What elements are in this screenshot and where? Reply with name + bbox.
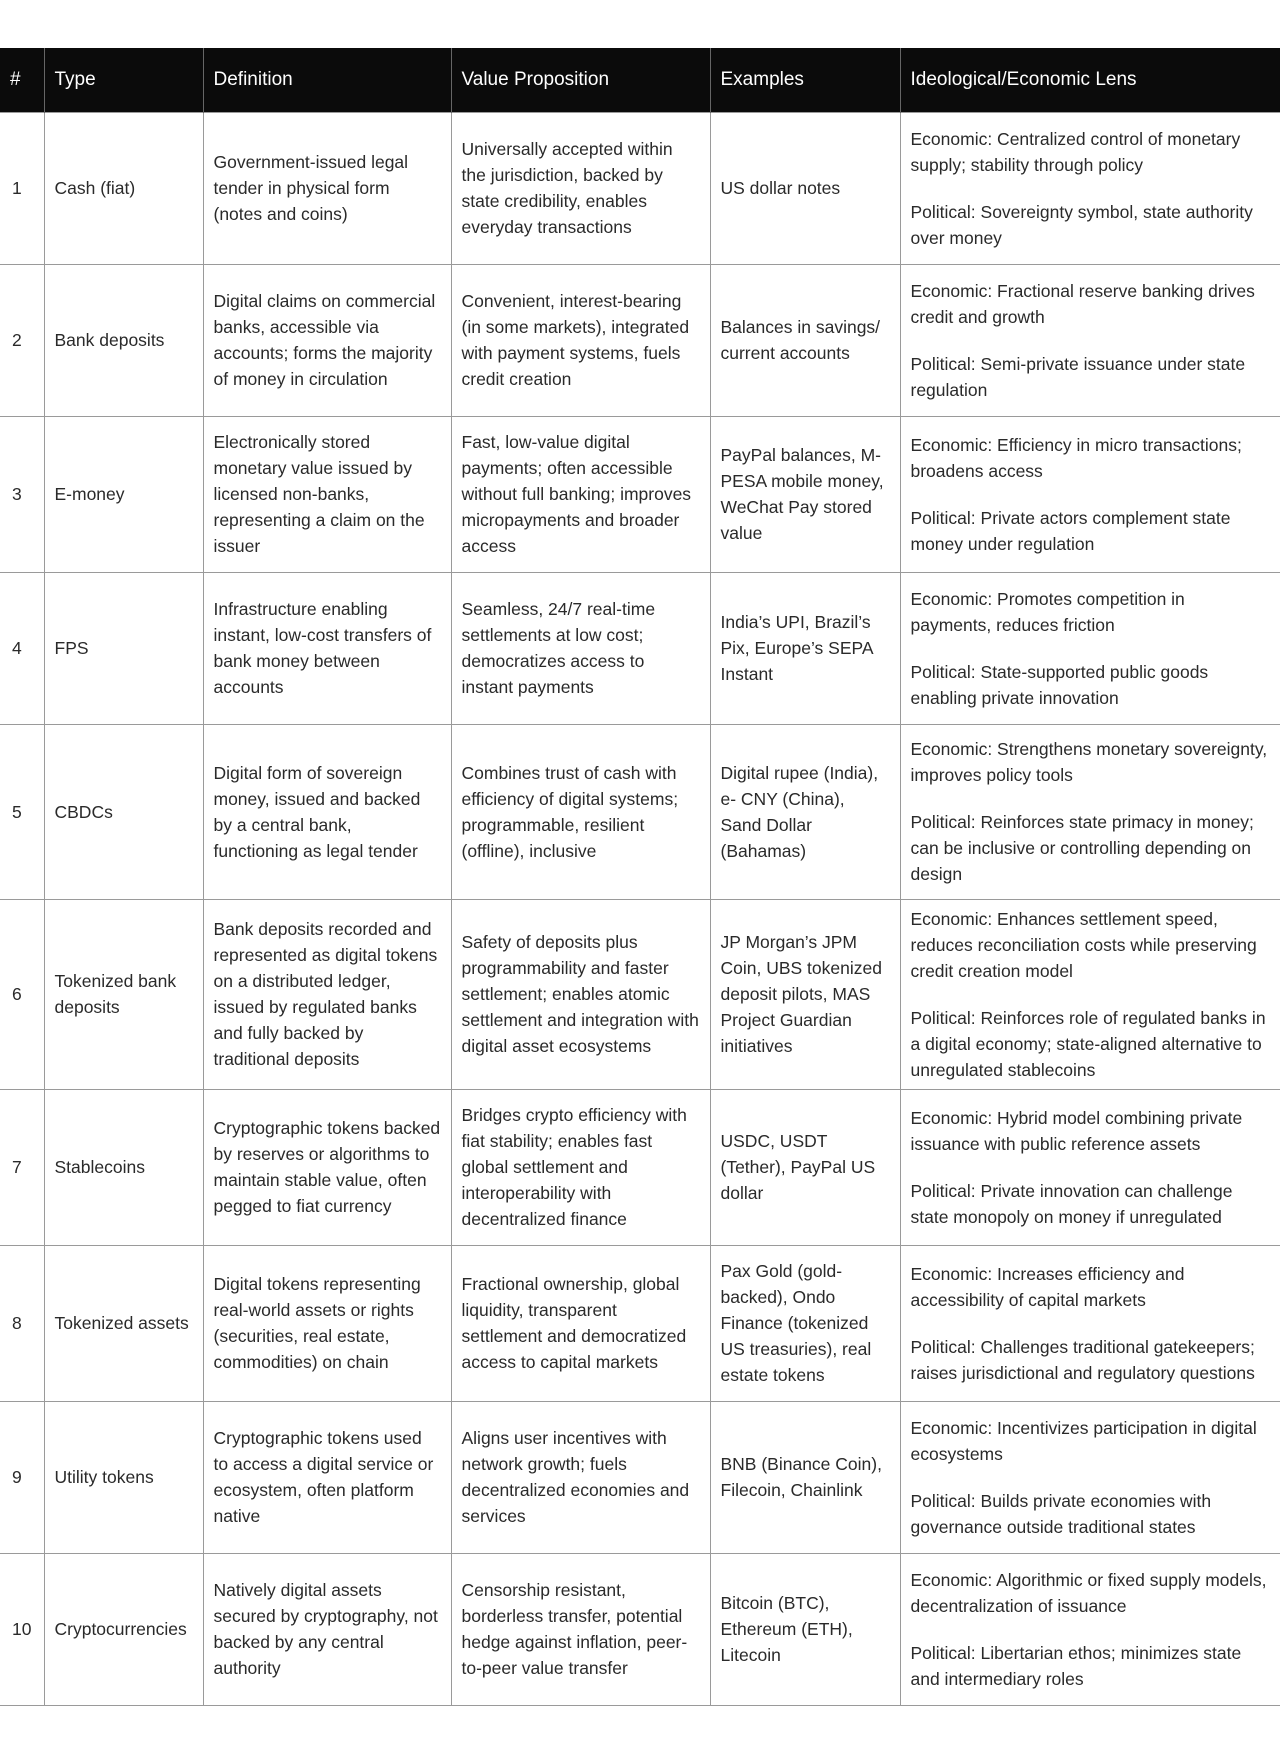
- cell-value-proposition: Safety of deposits plus programmability and faster settlement; enables atomic settlement and integration with digital asset ecosystems: [451, 899, 710, 1089]
- cell-definition: Digital claims on commercial banks, accessible via accounts; forms the majority of money in circulation: [203, 264, 451, 416]
- cell-examples: Bitcoin (BTC), Ethereum (ETH), Litecoin: [710, 1553, 900, 1705]
- table-row: [0, 899, 1280, 1089]
- table-row: [0, 1553, 1280, 1705]
- cell-value-proposition: Convenient, interest-bearing (in some markets), integrated with payment systems, fuels credit creation: [451, 264, 710, 416]
- cell-lens: [900, 1553, 1280, 1705]
- table-row: [0, 416, 1280, 572]
- lens-political: Political: Reinforces state primacy in money; can be inclusive or controlling depending on design: [910, 812, 1254, 884]
- cell-number: 5: [0, 724, 44, 899]
- table-row: [0, 724, 1280, 899]
- lens-political: Political: Semi-private issuance under state regulation: [910, 353, 1246, 400]
- table-body: [0, 112, 1280, 1705]
- cell-type: Cash (fiat): [44, 112, 203, 264]
- money-types-table-container: [0, 48, 1280, 1706]
- lens-political: Political: Reinforces role of regulated banks in a digital economy; state-aligned alternative to unregulated stablecoins: [910, 1007, 1266, 1080]
- cell-type: Tokenized assets: [44, 1245, 203, 1401]
- cell-examples: PayPal balances, M-PESA mobile money, WeChat Pay stored value: [710, 416, 900, 572]
- cell-type: FPS: [44, 572, 203, 724]
- lens-economic: Economic: Centralized control of monetary supply; stability through policy: [910, 128, 1241, 175]
- header-lens: Ideological/Economic Lens: [900, 48, 1280, 112]
- cell-definition: Infrastructure enabling instant, low-cost transfers of bank money between accounts: [203, 572, 451, 724]
- cell-examples: India’s UPI, Brazil’s Pix, Europe’s SEPA Instant: [710, 572, 900, 724]
- cell-value-proposition: Bridges crypto efficiency with fiat stability; enables fast global settlement and interoperability with decentralized finance: [451, 1089, 710, 1245]
- lens-economic: Economic: Promotes competition in payments, reduces friction: [910, 588, 1185, 635]
- cell-examples: JP Morgan’s JPM Coin, UBS tokenized deposit pilots, MAS Project Guardian initiatives: [710, 899, 900, 1089]
- header-value-proposition: Value Proposition: [451, 48, 710, 112]
- lens-political: Political: Libertarian ethos; minimizes state and intermediary roles: [910, 1642, 1242, 1689]
- cell-value-proposition: Seamless, 24/7 real-time settlements at low cost; democratizes access to instant payments: [451, 572, 710, 724]
- money-types-table: [0, 48, 1280, 1706]
- cell-value-proposition: Fast, low-value digital payments; often accessible without full banking; improves micropayments and broader access: [451, 416, 710, 572]
- lens-political: Political: Builds private economies with governance outside traditional states: [910, 1490, 1212, 1537]
- cell-type: Utility tokens: [44, 1401, 203, 1553]
- cell-lens: [900, 1245, 1280, 1401]
- cell-value-proposition: Universally accepted within the jurisdiction, backed by state credibility, enables everyday transactions: [451, 112, 710, 264]
- cell-number: 10: [0, 1553, 44, 1705]
- lens-political: Political: Challenges traditional gatekeepers; raises jurisdictional and regulatory questions: [910, 1336, 1255, 1383]
- cell-lens: [900, 264, 1280, 416]
- cell-examples: Digital rupee (India), e- CNY (China), Sand Dollar (Bahamas): [710, 724, 900, 899]
- cell-number: 1: [0, 112, 44, 264]
- cell-definition: Digital form of sovereign money, issued and backed by a central bank, functioning as legal tender: [203, 724, 451, 899]
- cell-definition: Bank deposits recorded and represented as digital tokens on a distributed ledger, issued by regulated banks and fully backed by traditional deposits: [203, 899, 451, 1089]
- cell-lens: [900, 112, 1280, 264]
- header-row: [0, 48, 1280, 112]
- cell-number: 8: [0, 1245, 44, 1401]
- lens-economic: Economic: Algorithmic or fixed supply models, decentralization of issuance: [910, 1569, 1267, 1616]
- header-number: #: [0, 48, 44, 112]
- cell-examples: USDC, USDT (Tether), PayPal US dollar: [710, 1089, 900, 1245]
- cell-definition: Cryptographic tokens used to access a digital service or ecosystem, often platform native: [203, 1401, 451, 1553]
- cell-value-proposition: Fractional ownership, global liquidity, transparent settlement and democratized access to capital markets: [451, 1245, 710, 1401]
- cell-number: 9: [0, 1401, 44, 1553]
- cell-type: Bank deposits: [44, 264, 203, 416]
- lens-economic: Economic: Fractional reserve banking drives credit and growth: [910, 280, 1255, 327]
- lens-economic: Economic: Efficiency in micro transactions; broadens access: [910, 434, 1242, 481]
- table-row: [0, 1245, 1280, 1401]
- cell-type: Cryptocurrencies: [44, 1553, 203, 1705]
- cell-lens: [900, 899, 1280, 1089]
- cell-lens: [900, 1089, 1280, 1245]
- cell-number: 6: [0, 899, 44, 1089]
- lens-economic: Economic: Increases efficiency and accessibility of capital markets: [910, 1263, 1185, 1310]
- lens-political: Political: State-supported public goods enabling private innovation: [910, 661, 1209, 708]
- cell-number: 3: [0, 416, 44, 572]
- table-row: [0, 112, 1280, 264]
- cell-definition: Digital tokens representing real-world assets or rights (securities, real estate, commodities) on chain: [203, 1245, 451, 1401]
- table-row: [0, 264, 1280, 416]
- cell-type: Tokenized bank deposits: [44, 899, 203, 1089]
- cell-examples: BNB (Binance Coin), Filecoin, Chainlink: [710, 1401, 900, 1553]
- cell-definition: Natively digital assets secured by cryptography, not backed by any central authority: [203, 1553, 451, 1705]
- cell-examples: Pax Gold (gold-backed), Ondo Finance (tokenized US treasuries), real estate tokens: [710, 1245, 900, 1401]
- cell-type: Stablecoins: [44, 1089, 203, 1245]
- lens-political: Political: Private innovation can challenge state monopoly on money if unregulated: [910, 1180, 1233, 1227]
- lens-political: Political: Sovereignty symbol, state authority over money: [910, 201, 1253, 248]
- lens-economic: Economic: Enhances settlement speed, reduces reconciliation costs while preserving credit creation model: [910, 908, 1257, 981]
- lens-economic: Economic: Incentivizes participation in digital ecosystems: [910, 1417, 1257, 1464]
- cell-definition: Electronically stored monetary value issued by licensed non-banks, representing a claim on the issuer: [203, 416, 451, 572]
- lens-economic: Economic: Hybrid model combining private issuance with public reference assets: [910, 1107, 1243, 1154]
- cell-lens: [900, 572, 1280, 724]
- table-row: [0, 1089, 1280, 1245]
- cell-examples: Balances in savings/ current accounts: [710, 264, 900, 416]
- header-examples: Examples: [710, 48, 900, 112]
- cell-number: 7: [0, 1089, 44, 1245]
- cell-lens: [900, 416, 1280, 572]
- header-type: Type: [44, 48, 203, 112]
- cell-number: 2: [0, 264, 44, 416]
- cell-number: 4: [0, 572, 44, 724]
- lens-political: Political: Private actors complement state money under regulation: [910, 507, 1231, 554]
- cell-definition: Cryptographic tokens backed by reserves or algorithms to maintain stable value, often pegged to fiat currency: [203, 1089, 451, 1245]
- cell-definition: Government-issued legal tender in physical form (notes and coins): [203, 112, 451, 264]
- cell-type: CBDCs: [44, 724, 203, 899]
- table-header: [0, 48, 1280, 112]
- cell-lens: [900, 1401, 1280, 1553]
- table-row: [0, 572, 1280, 724]
- header-definition: Definition: [203, 48, 451, 112]
- cell-value-proposition: Combines trust of cash with efficiency of digital systems; programmable, resilient (offline), inclusive: [451, 724, 710, 899]
- cell-value-proposition: Aligns user incentives with network growth; fuels decentralized economies and services: [451, 1401, 710, 1553]
- lens-economic: Economic: Strengthens monetary sovereignty, improves policy tools: [910, 739, 1268, 785]
- cell-lens: [900, 724, 1280, 899]
- table-row: [0, 1401, 1280, 1553]
- cell-type: E-money: [44, 416, 203, 572]
- cell-examples: US dollar notes: [710, 112, 900, 264]
- cell-value-proposition: Censorship resistant, borderless transfer, potential hedge against inflation, peer-to-peer value transfer: [451, 1553, 710, 1705]
